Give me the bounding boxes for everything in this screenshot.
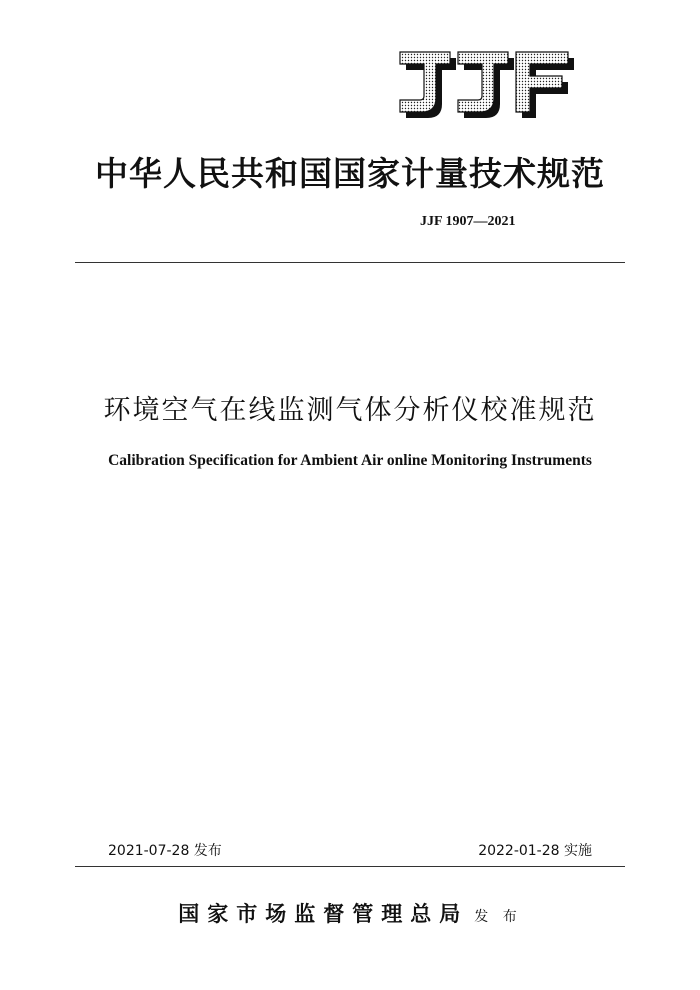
- publisher-suffix: 发 布: [474, 909, 522, 925]
- issue-date: 2021-07-28 发布: [108, 843, 222, 859]
- publisher-name: 国家市场监督管理总局: [178, 901, 469, 926]
- effective-date: 2022-01-28 实施: [478, 843, 592, 859]
- top-divider: [75, 262, 625, 263]
- document-code: JJF 1907—2021: [420, 214, 516, 229]
- document-title-en: Calibration Specification for Ambient Air online Monitoring Instruments: [108, 452, 592, 469]
- org-title: 中华人民共和国国家计量技术规范: [95, 154, 605, 193]
- bottom-divider: [75, 866, 625, 867]
- document-title-cn: 环境空气在线监测气体分析仪校准规范: [103, 395, 597, 426]
- jjf-logo: [398, 50, 580, 124]
- publisher-line: [0, 898, 700, 928]
